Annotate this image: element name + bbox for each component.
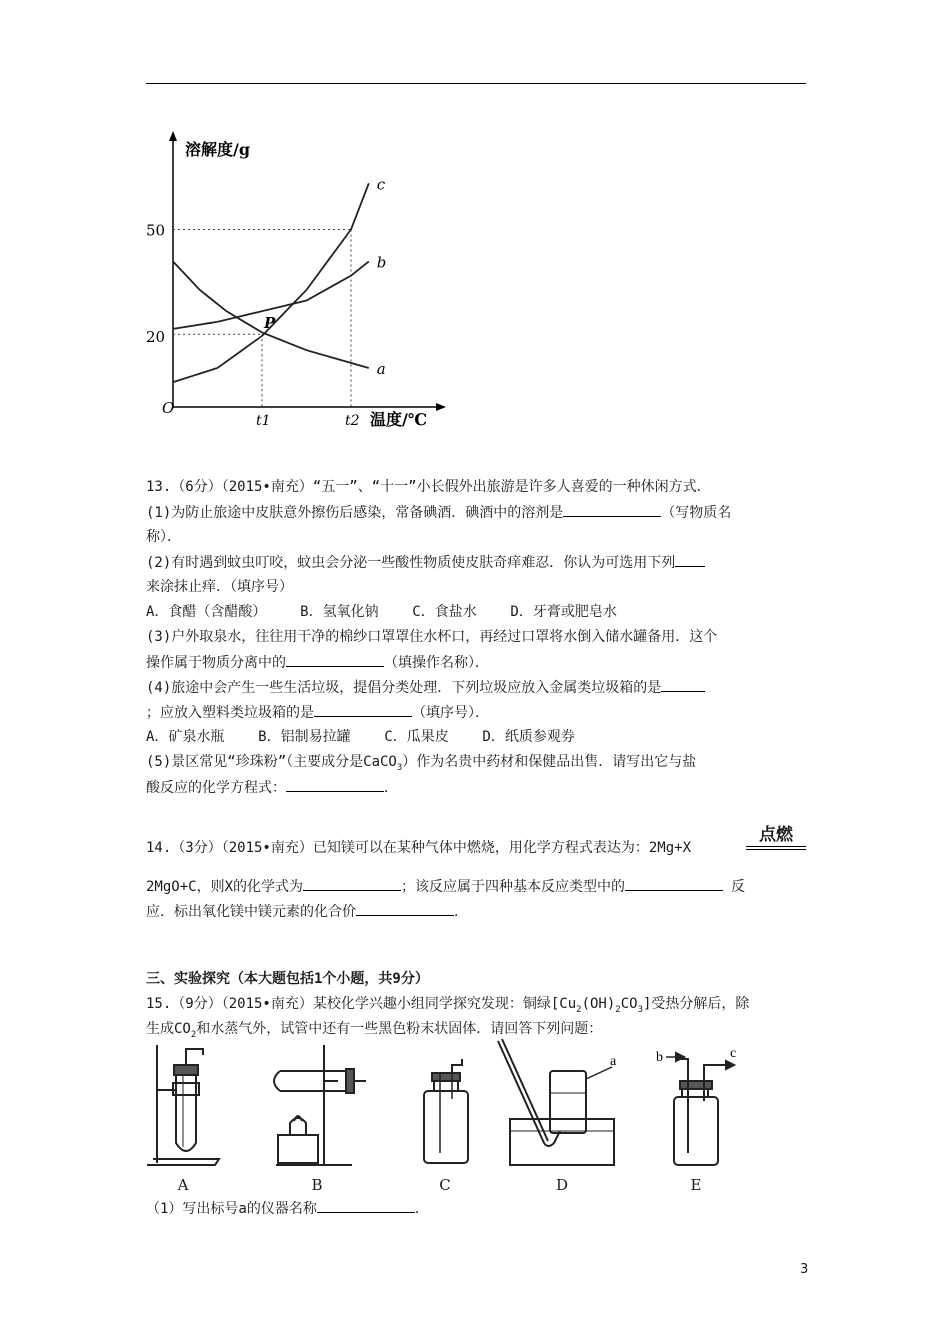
- q13-blank-solvent[interactable]: [563, 502, 661, 517]
- page-number: 3: [800, 1262, 809, 1277]
- q13-blank-metal[interactable]: [661, 677, 705, 692]
- q13-line2: (1)为防止旅途中皮肤意外擦伤后感染，常备碘酒．碘酒中的溶剂是 （写物质名: [146, 502, 731, 523]
- apparatus-d: [492, 1035, 632, 1194]
- x-axis-label: 温度/℃: [370, 410, 428, 429]
- q13-blank-operation[interactable]: [286, 652, 384, 667]
- y-axis-label: 溶解度/g: [185, 140, 251, 159]
- label-b: B: [311, 1176, 323, 1194]
- solubility-chart: [140, 125, 460, 445]
- q13-blank-choice[interactable]: [675, 552, 705, 567]
- q15-q1: （1）写出标号a的仪器名称 ．: [146, 1198, 429, 1219]
- q15-line1: 15.（9分）（2015•南充）某校化学兴趣小组同学探究发现：铜绿$[Cu_2(OH)_2CO_3]$受热分解后，除: [146, 996, 750, 1015]
- q13-line7: (3)户外取泉水，往往用干净的棉纱口罩罩住水杯口，再经过口罩将水倒入储水罐备用．这个: [146, 629, 718, 645]
- guide-lines: [173, 230, 351, 408]
- q13-line9: (4)旅途中会产生一些生活垃圾，提倡分类处理．下列垃圾应放入金属类垃圾箱的是: [146, 677, 705, 698]
- series-b-label: b: [376, 253, 387, 272]
- q13-line5: 来涂抹止痒．（填序号）: [146, 579, 293, 595]
- q13-line3: 称）．: [146, 529, 181, 545]
- label-d: D: [555, 1176, 569, 1194]
- apparatus-e: [646, 1035, 746, 1194]
- q13-options-1: A．食醋（含醋酸） B．氢氧化钠 C．食盐水 D．牙膏或肥皂水: [146, 604, 617, 620]
- q15-blank-instrument[interactable]: [317, 1198, 415, 1213]
- reaction-condition: 点燃: [746, 820, 806, 850]
- x-tick-t1: t1: [256, 413, 271, 429]
- apparatus-a: [143, 1035, 223, 1194]
- q15-line2: 生成$CO_2$和水蒸气外，试管中还有一些黑色粉末状固体．请回答下列问题：: [146, 1021, 603, 1040]
- label-a: A: [177, 1176, 189, 1194]
- q14-line3: 应．标出氧化镁中镁元素的化合价 ．: [146, 901, 468, 922]
- series-lines: [173, 183, 369, 382]
- q14-blank-type[interactable]: [625, 876, 723, 891]
- q13-line12: (5)景区常见“珍珠粉”（主要成分是CaCO$_3$）作为名贵中药材和保健品出售．请写出它与盐: [146, 754, 697, 773]
- inlet-b-label: b: [656, 1050, 663, 1065]
- label-c: C: [439, 1176, 451, 1194]
- q14-blank-formula[interactable]: [303, 876, 401, 891]
- series-a-label: a: [376, 359, 386, 378]
- outlet-c-label: c: [730, 1046, 737, 1061]
- q13-blank-equation[interactable]: [286, 777, 384, 792]
- tick-labels: [146, 175, 386, 429]
- q13-line4: (2)有时遇到蚊虫叮咬，蚊虫会分泌一些酸性物质使皮肤奇痒难忍．你认为可选用下列: [146, 552, 705, 573]
- q13-options-2: A．矿泉水瓶 B．铝制易拉罐 C．瓜果皮 D．纸质参观券: [146, 729, 575, 745]
- q14-line2: 2MgO+C，则X的化学式为 ；该反应属于四种基本反应类型中的 反: [146, 876, 745, 897]
- q13-blank-plastic[interactable]: [314, 702, 412, 717]
- x-tick-t2: t2: [345, 413, 360, 429]
- chart-axes: [169, 131, 446, 411]
- q13-line10: ；应放入塑料类垃圾箱的是 （填序号）．: [146, 702, 489, 723]
- section-heading: 三、实验探究（本大题包括1个小题，共9分）: [146, 971, 429, 987]
- series-c-label: c: [376, 175, 386, 194]
- y-tick-20: 20: [146, 328, 166, 346]
- apparatus-c: [410, 1035, 480, 1194]
- q14-line1: 14.（3分）（2015•南充）已知镁可以在某种气体中燃烧，用化学方程式表达为：2Mg+X: [146, 840, 692, 856]
- q13-line1: 13.（6分）（2015•南充）“五一”、“十一”小长假外出旅游是许多人喜爱的一种休闲方式．: [146, 479, 711, 495]
- header-rule: [146, 83, 806, 84]
- origin-label: O: [162, 399, 175, 417]
- y-tick-50: 50: [146, 221, 166, 240]
- q14-blank-valence[interactable]: [356, 901, 454, 916]
- label-e: E: [690, 1176, 702, 1194]
- apparatus-b: [262, 1035, 372, 1194]
- q13-line13: 酸反应的化学方程式： ．: [146, 777, 398, 798]
- instrument-a-label: a: [610, 1054, 617, 1069]
- q13-line8: 操作属于物质分离中的 （填操作名称）．: [146, 652, 489, 673]
- point-p-label: P: [264, 314, 276, 333]
